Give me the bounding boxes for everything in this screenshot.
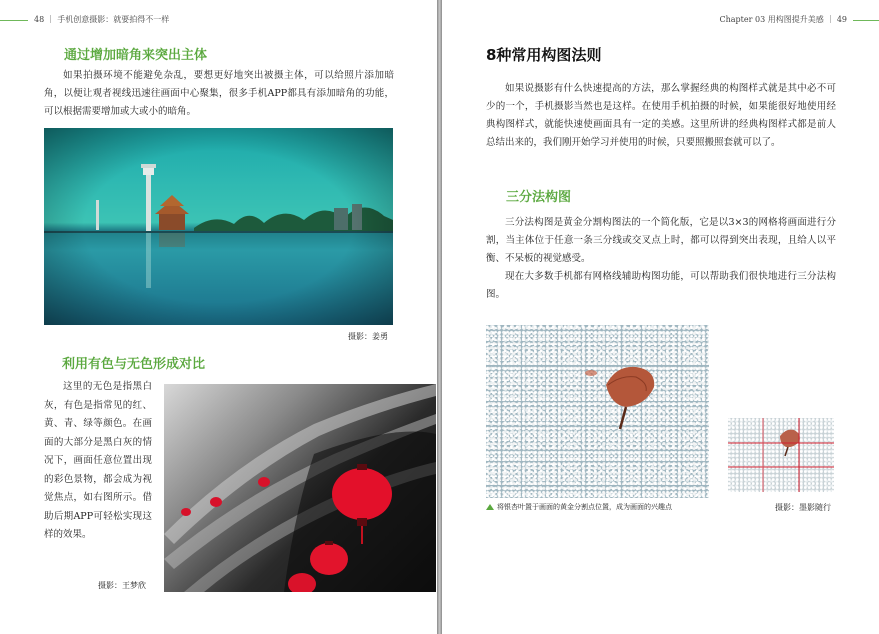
left-page-header: 48 ｜ 手机创意摄影：就要拍得不一样 bbox=[34, 15, 170, 24]
header-rule-right bbox=[853, 20, 879, 21]
thirds-grid-overlay bbox=[728, 418, 834, 492]
photo-credit-ginkgo: 摄影：墨影随行 bbox=[775, 503, 831, 512]
photo-credit-lake: 摄影：姜勇 bbox=[348, 332, 388, 341]
ginkgo-leaf-scene bbox=[486, 325, 709, 498]
right-page-number: 49 bbox=[836, 15, 847, 24]
left-book-title: 手机创意摄影：就要拍得不一样 bbox=[57, 15, 170, 24]
ginkgo-photo-caption bbox=[486, 502, 672, 512]
left-page-number: 48 bbox=[34, 15, 45, 24]
section-heading-color-contrast: 利用有色与无色形成对比 bbox=[62, 357, 206, 372]
photo-credit-lantern: 摄影：王梦欣 bbox=[98, 581, 146, 590]
ginkgo-leaf-snow-photo bbox=[486, 325, 709, 498]
header-rule bbox=[0, 20, 28, 21]
right-page-header: Chapter 03 用构图提升美感 ｜ 49 bbox=[719, 15, 847, 24]
chapter-section-title: 8种常用构图法则 bbox=[486, 46, 602, 64]
red-lantern-photo bbox=[164, 384, 436, 592]
thirds-grid-example-photo bbox=[728, 418, 834, 492]
caption-triangle-icon bbox=[486, 504, 494, 510]
lantern-scene bbox=[164, 384, 436, 592]
caption-text: 将银杏叶置于画面的黄金分割点位置，成为画面的兴趣点 bbox=[497, 503, 672, 511]
thirds-paragraph-1: 三分法构图是黄金分割构图法的一个简化版，它是以3×3的网格将画面进行分割，当主体位于任意一条三分线或交叉点上时，都可以得到突出表现，且给人以平衡、不呆板的视觉感受。 bbox=[486, 217, 836, 264]
intro-paragraph: 如果说摄影有什么快速提高的方法，那么掌握经典的构图样式就是其中必不可少的一个，手机摄影当然也是这样。在使用手机拍摄的时候，如果能很好地使用经典构图样式，就能快速使画面具有一定的美感。这里所讲的经典构图样式都是前人总结出来的，我们刚开始学习并使用的时候，只要照搬照套就可以了。 bbox=[486, 83, 836, 148]
right-book-title: 用构图提升美感 bbox=[767, 15, 824, 24]
chapter-label: Chapter 03 bbox=[719, 15, 766, 24]
right-page bbox=[442, 0, 879, 634]
section-heading-vignette: 通过增加暗角来突出主体 bbox=[64, 48, 208, 63]
left-page bbox=[0, 0, 437, 634]
lake-scene bbox=[44, 128, 393, 325]
section-paragraph-vignette: 如果拍摄环境不能避免杂乱，要想更好地突出被摄主体，可以给照片添加暗角，以便让观者视线迅速往画面中心聚集，很多手机APP都具有添加暗角的功能，可以根据需要增加或大或小的暗角。 bbox=[44, 70, 394, 117]
thirds-paragraph-2: 现在大多数手机都有网格线辅助构图功能，可以帮助我们很快地进行三分法构图。 bbox=[486, 271, 836, 300]
section-paragraph-color-contrast: 这里的无色是指黑白灰，有色是指常见的红、黄、青、绿等颜色。在画面的大部分是黑白灰的情况下，画面任意位置出现的彩色景物，都会成为视觉焦点，如右图所示。借助后期APP可轻松实现这样的效果。 bbox=[44, 381, 152, 540]
lake-tower-photo bbox=[44, 128, 393, 325]
section-heading-thirds: 三分法构图 bbox=[506, 190, 572, 205]
